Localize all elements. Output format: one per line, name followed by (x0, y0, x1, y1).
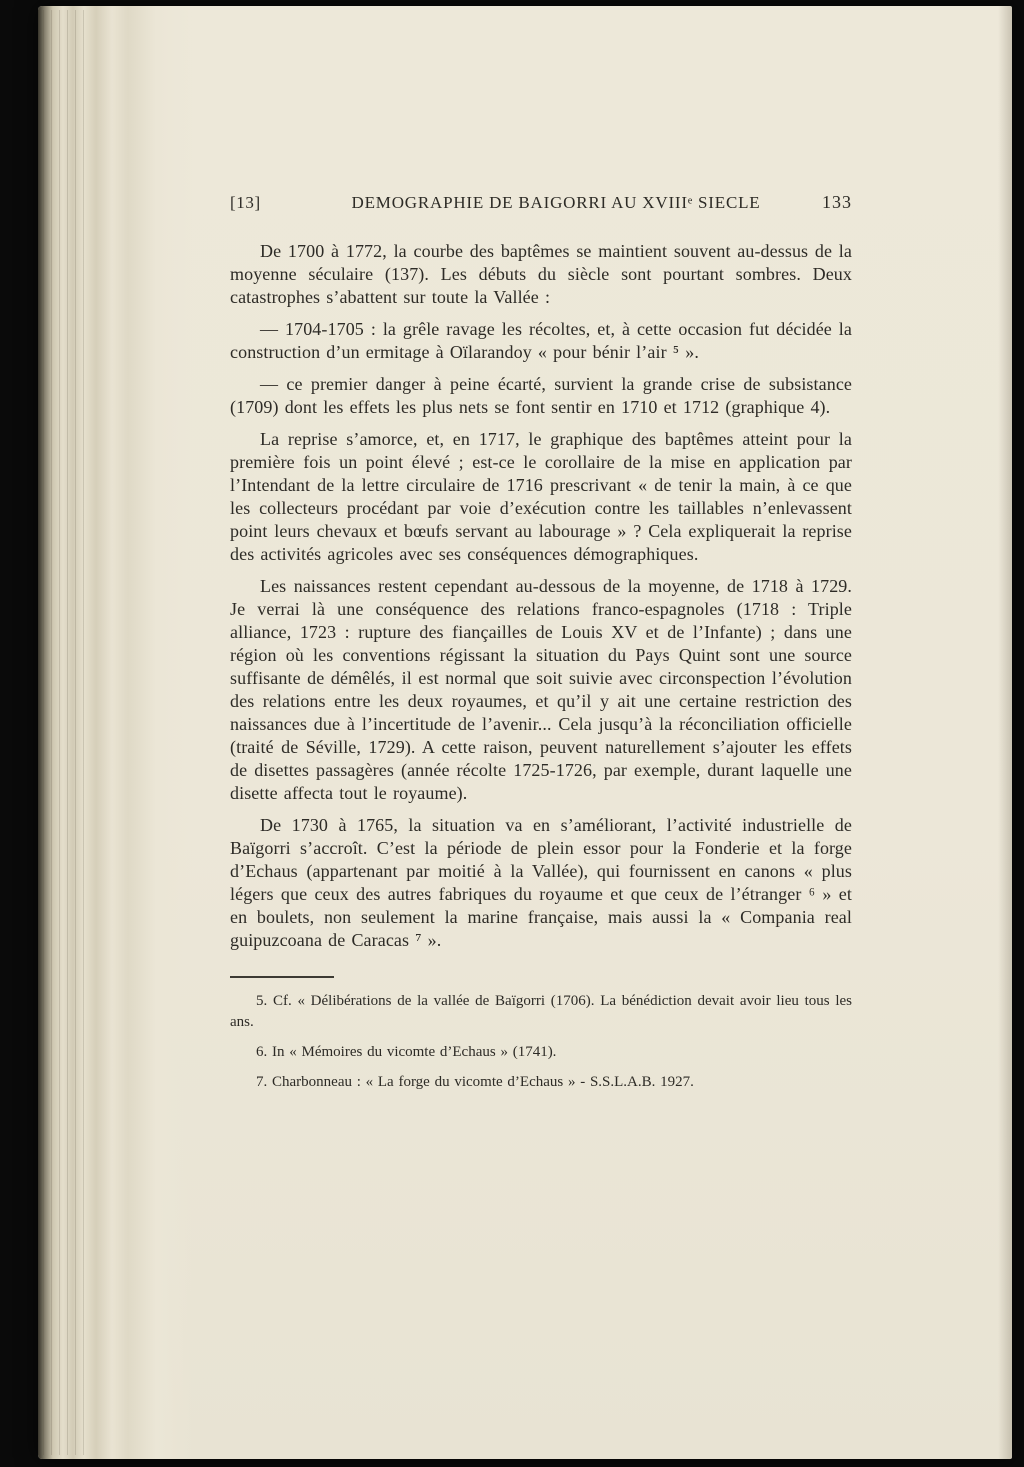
body-paragraph: La reprise s’amorce, et, en 1717, le graphique des baptêmes atteint pour la première fois un point élevé ; est-ce le corollaire de la mise en application par l’Intendant de la lettre circulaire de 1716 prescrivant « de tenir la main, à ce que les collecteurs procédant par voie d’exécution contre les taillables n’enlevassent point leurs chevaux et bœufs servant au labourage » ? Cela expliquerait la reprise des activités agricoles avec ses conséquences démographiques. (230, 429, 852, 564)
body-paragraph: De 1730 à 1765, la situation va en s’améliorant, l’activité industrielle de Baïgorri s’accroît. C’est la période de plein essor pour la Fonderie et la forge d’Echaus (appartenant par moitié à la Vallée), qui fournissent en canons « plus légers que ceux des autres fabriques du royaume et que ceux de l’étranger ⁶ » et en boulets, non seulement la marine française, mais aussi la « Compania real guipuzcoana de Caracas ⁷ ». (230, 815, 852, 950)
footnote: 5. Cf. « Délibérations de la vallée de Baïgorri (1706). La bénédiction devait avoir lieu tous les ans. (230, 993, 852, 1030)
footnote: 7. Charbonneau : « La forge du vicomte d’Echaus » - S.S.L.A.B. 1927. (256, 1074, 694, 1090)
body-paragraph: De 1700 à 1772, la courbe des baptêmes se maintient souvent au-dessus de la moyenne séculaire (137). Les débuts du siècle sont pourtant sombres. Deux catastrophes s’abattent sur toute la Vallée : (230, 241, 852, 307)
page-header (230, 192, 852, 213)
body-paragraph: Les naissances restent cependant au-dessous de la moyenne, de 1718 à 1729. Je verrai là une conséquence des relations franco-espagnoles (1718 : Triple alliance, 1723 : rupture des fiançailles de Louis XV et de l’Infante) ; dans une région où les conventions régissant la situation du Pays Quint sont une source suffisante de démêlés, il est normal que soit suivie avec circonspection l’évolution des relations entre les deux royaumes, et qu’il y ait une certaine restriction des naissances due à l’incertitude de l’avenir... Cela jusqu’à la réconciliation officielle (traité de Séville, 1729). A cette raison, peuvent naturellement s’ajouter les effets de disettes passagères (année récolte 1725-1726, par exemple, durant laquelle une disette affecta tout le royaume). (230, 576, 852, 803)
body-paragraph-dash: — 1704-1705 : la grêle ravage les récoltes, et, à cette occasion fut décidée la construction d’un ermitage à Oïlarandoy « pour bénir l’air ⁵ ». (230, 319, 852, 362)
page-content (230, 192, 852, 1102)
page-number: 133 (822, 192, 852, 212)
page-right-edge (998, 6, 1012, 1459)
footnotes-section (230, 991, 852, 1093)
footnote: 6. In « Mémoires du vicomte d’Echaus » (1741). (256, 1044, 557, 1060)
page-stack-lines (43, 10, 89, 1455)
book-page (38, 6, 1012, 1459)
header-bracket-number: [13] (230, 193, 261, 212)
body-text (230, 240, 852, 952)
running-title: DEMOGRAPHIE DE BAIGORRI AU XVIIIᵉ SIECLE (351, 193, 761, 212)
body-paragraph-dash: — ce premier danger à peine écarté, survient la grande crise de subsistance (1709) dont les effets les plus nets se font sentir en 1710 et 1712 (graphique 4). (230, 374, 852, 417)
footnote-divider (230, 976, 334, 978)
